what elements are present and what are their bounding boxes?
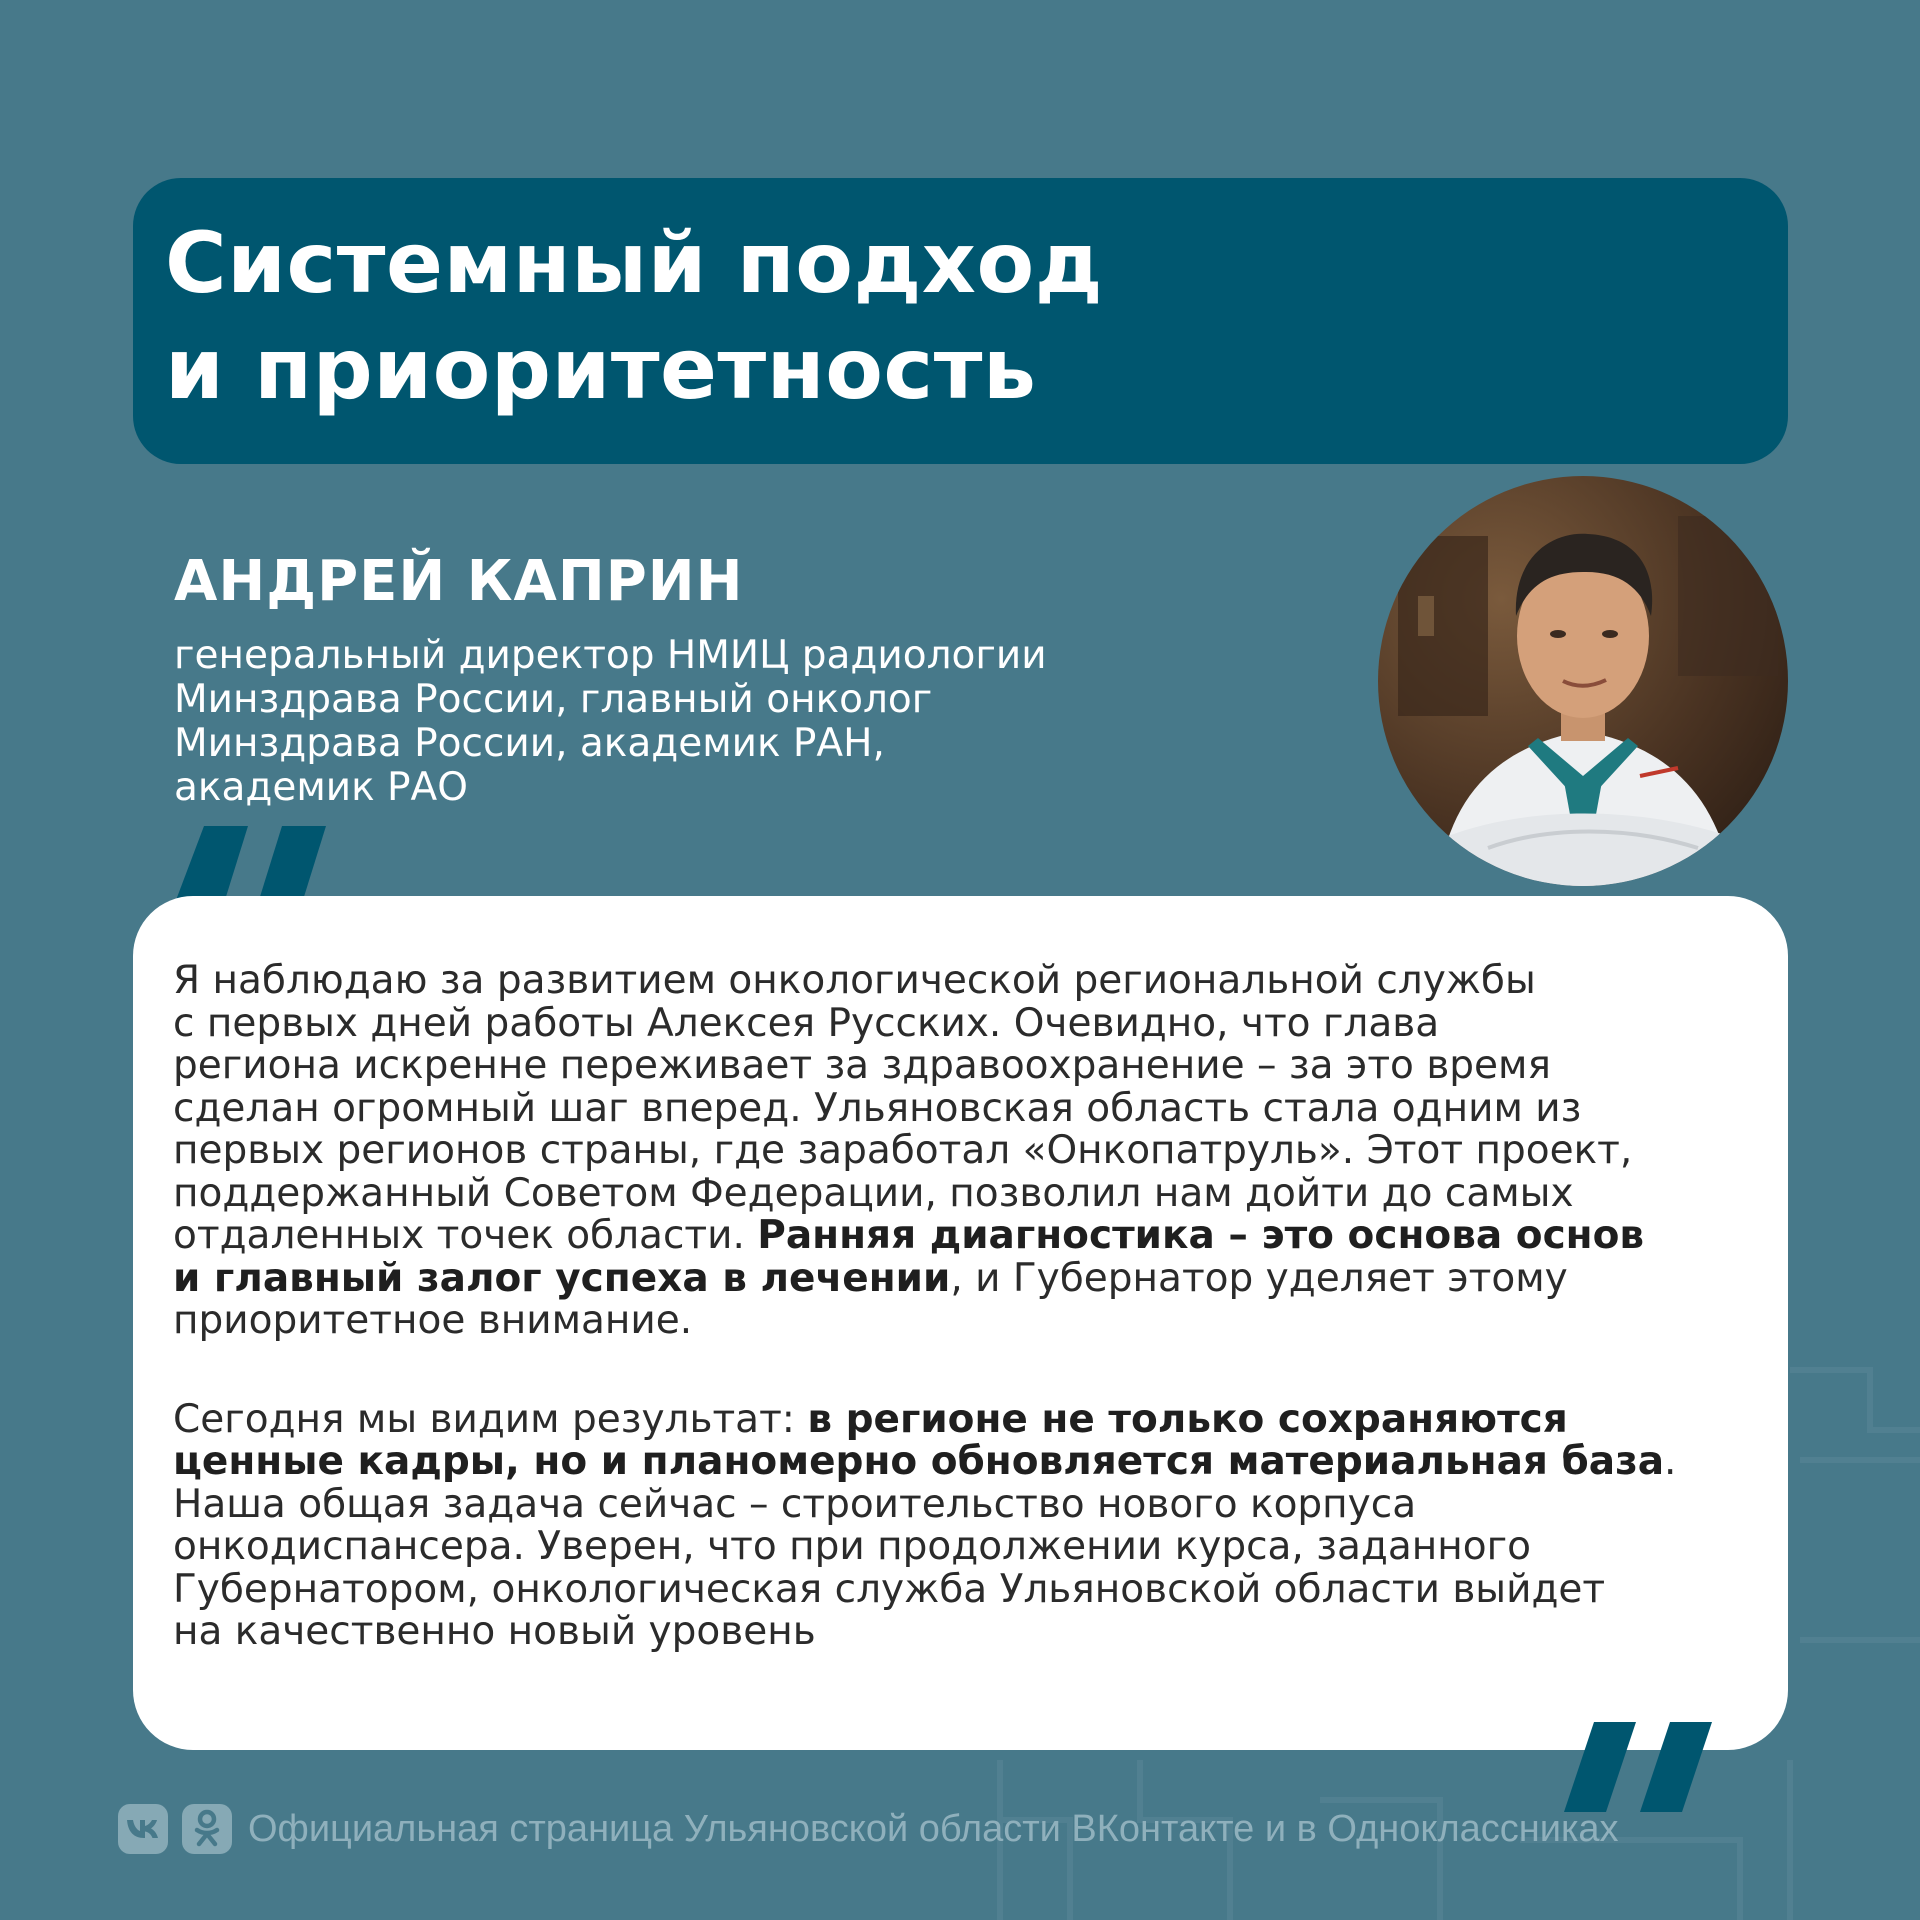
speaker-role — [174, 634, 1214, 810]
page-title-line-2: и приоритетность — [165, 320, 1037, 418]
footer — [118, 1802, 1619, 1856]
quote-line: с первых дней работы Алексея Русских. Очевидно, что глава — [173, 1000, 1440, 1046]
quote-emphasis: Ранняя диагностика – это основа основ — [757, 1213, 1645, 1258]
quote-line: сделан огромный шаг вперед. Ульяновская область стала одним из — [173, 1085, 1582, 1131]
quote-line — [173, 1396, 1773, 1442]
quote-card — [133, 896, 1788, 1750]
quote-emphasis: и главный залог успеха в лечении — [173, 1255, 951, 1301]
quote-line: приоритетное внимание. — [173, 1298, 693, 1343]
close-quote-icon — [1560, 1722, 1712, 1812]
speaker-photo — [1378, 476, 1788, 886]
quote-line: первых регионов страны, где заработал «Онкопатруль». Этот проект, — [173, 1128, 1633, 1173]
page-title-line-1: Системный подход — [165, 214, 1104, 312]
quote-text: Сегодня мы видим результат: — [173, 1396, 808, 1442]
quote-line: региона искренне переживает за здравоохранение – за это время — [173, 1043, 1551, 1088]
title-banner — [133, 178, 1788, 464]
quote-paragraph-2 — [173, 1396, 1773, 1654]
quote-line: Я наблюдаю за развитием онкологической региональной службы — [173, 958, 1536, 1003]
speaker-role-line: академик РАО — [174, 765, 468, 810]
quote-line — [173, 1255, 1773, 1301]
vk-icon[interactable] — [118, 1804, 168, 1854]
quote-line: Губернатором, онкологическая служба Ульяновской области выйдет — [173, 1566, 1606, 1612]
quote-line — [173, 1441, 1773, 1484]
quote-line: Наша общая задача сейчас – строительство нового корпуса — [173, 1481, 1417, 1527]
odnoklassniki-icon[interactable] — [182, 1804, 232, 1854]
speaker-role-line: генеральный директор НМИЦ радиологии — [174, 633, 1047, 678]
speaker-role-line: Минздрава России, академик РАН, — [174, 721, 885, 766]
quote-line: на качественно новый уровень — [173, 1609, 816, 1654]
quote-line — [173, 1215, 1773, 1258]
quote-text: отдаленных точек области. — [173, 1213, 758, 1258]
footer-text: Официальная страница Ульяновской области ВКонтакте и в Одноклассниках — [248, 1807, 1619, 1850]
quote-text: , и Губернатор уделяет этому — [950, 1255, 1568, 1301]
quote-paragraph-1 — [173, 960, 1773, 1343]
quote-text: . — [1664, 1439, 1677, 1484]
quote-emphasis: ценные кадры, но и планомерно обновляется материальная база — [173, 1439, 1665, 1484]
speaker-role-line: Минздрава России, главный онколог — [174, 677, 933, 722]
quote-line: онкодиспансера. Уверен, что при продолжении курса, заданного — [173, 1524, 1531, 1569]
speaker-name: АНДРЕЙ КАПРИН — [174, 549, 744, 614]
quote-emphasis: в регионе не только сохраняются — [807, 1396, 1568, 1442]
quote-line: поддержанный Советом Федерации, позволил нам дойти до самых — [173, 1170, 1574, 1216]
